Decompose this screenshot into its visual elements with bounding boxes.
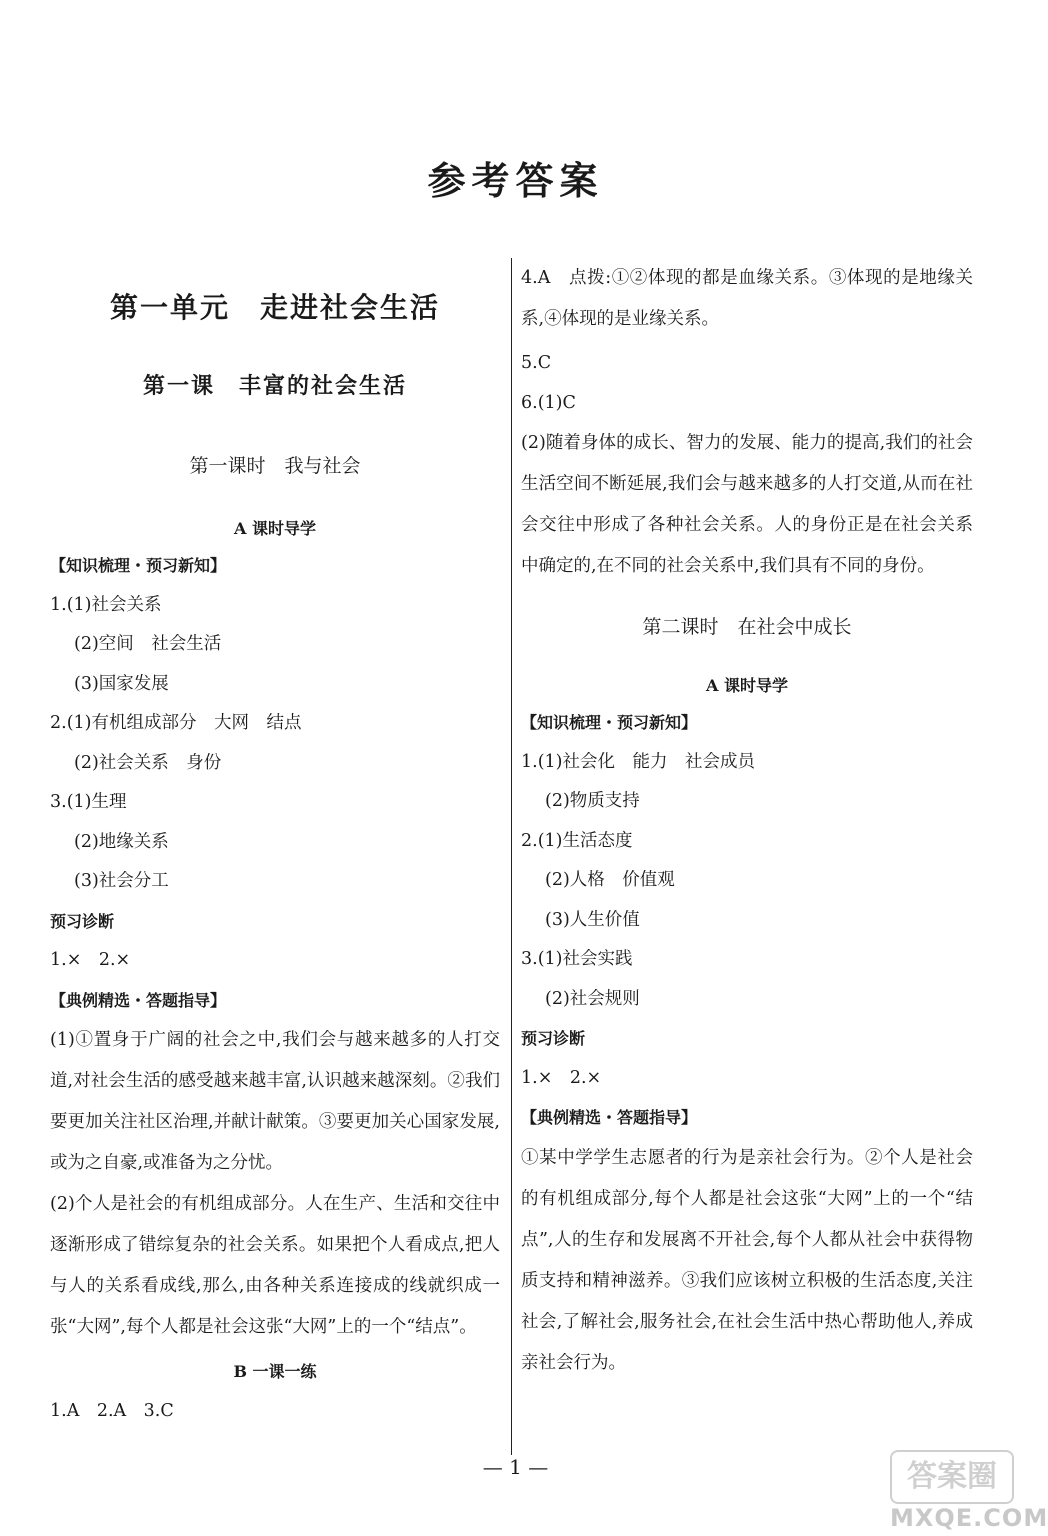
knowledge-line-item: 2.(1)有机组成部分 大网 结点 <box>50 713 302 733</box>
unit-title: 第一单元 走进社会生活 <box>109 291 440 324</box>
knowledge-heading: 【知识梳理・预习新知】 <box>50 556 227 575</box>
diagnosis-answer: 1.× 2.× <box>50 950 131 970</box>
period-title-1: 第一课时 我与社会 <box>189 455 361 477</box>
knowledge-heading-2: 【知识梳理・预习新知】 <box>521 713 698 732</box>
knowledge-line-item: (3)社会分工 <box>74 871 169 891</box>
knowledge-line-item: (2)社会规则 <box>545 988 640 1009</box>
q4-answer: 4.A 点拨:①②体现的都是血缘关系。③体现的是地缘关系,④体现的是业缘关系。 <box>521 268 973 329</box>
knowledge-list-2 <box>521 743 973 1020</box>
knowledge-line-item: (2)物质支持 <box>545 791 640 811</box>
q5-answer: 5.C <box>521 353 552 373</box>
knowledge-line-item: 3.(1)生理 <box>50 792 127 812</box>
left-column <box>50 258 500 1432</box>
section-b-title: B 一课一练 <box>233 1362 317 1381</box>
example-paragraph-1: (1)①置身于广阔的社会之中,我们会与越来越多的人打交道,对社会生活的感受越来越丰富,认识越来越深刻。②我们要更加关注社区治理,并献计献策。③要更加关心国家发展,或为之自豪,或准备为之分忧。 <box>50 1030 500 1173</box>
q6-part1: 6.(1)C <box>521 392 576 413</box>
example-heading: 【典例精选・答题指导】 <box>50 990 227 1010</box>
watermark-logo <box>890 1450 1048 1536</box>
column-divider <box>511 258 512 1455</box>
knowledge-line-item: (2)地缘关系 <box>74 831 169 852</box>
section-a-title: A 课时导学 <box>234 519 316 538</box>
diagnosis-heading: 预习诊断 <box>50 911 115 931</box>
watermark-domain: MXQE.COM <box>890 1504 1048 1532</box>
knowledge-line-item: (2)社会关系 身份 <box>74 752 222 773</box>
example-paragraph-2: (2)个人是社会的有机组成部分。人在生产、生活和交往中逐渐形成了错综复杂的社会关系。如果把个人看成点,把人与人的关系看成线,那么,由各种关系连接成的线就织成一张“大网”,每个人都是社会这张“大网”上的一个“结点”。 <box>50 1194 500 1337</box>
lesson-title: 第一课 丰富的社会生活 <box>142 373 407 399</box>
page-number: — 1 — <box>482 1455 549 1479</box>
diagnosis-heading-2: 预习诊断 <box>521 1029 586 1048</box>
watermark-badge: 答案圈 <box>890 1450 1014 1504</box>
example-heading-2: 【典例精选・答题指导】 <box>521 1108 698 1127</box>
period-title-2: 第二课时 在社会中成长 <box>642 616 852 638</box>
knowledge-line-item: (2)空间 社会生活 <box>74 634 222 654</box>
knowledge-line-item: 1.(1)社会化 能力 社会成员 <box>521 751 755 772</box>
knowledge-line-item: (2)人格 价值观 <box>545 870 675 890</box>
example-paragraph-3: ①某中学学生志愿者的行为是亲社会行为。②个人是社会的有机组成部分,每个人都是社会这张“大网”上的一个“结点”,人的生存和发展离不开社会,每个人都从社会中获得物质支持和精神滋养。③我们应该树立积极的生活态度,关注社会,了解社会,服务社会,在社会生活中热心帮助他人,养成亲社会行为。 <box>521 1147 973 1373</box>
b-answers: 1.A 2.A 3.C <box>50 1401 174 1421</box>
knowledge-line-item: 1.(1)社会关系 <box>50 594 162 615</box>
knowledge-line-item: 3.(1)社会实践 <box>521 949 633 969</box>
q6-part2: (2)随着身体的成长、智力的发展、能力的提高,我们的社会生活空间不断延展,我们会与越来越多的人打交道,从而在社会交往中形成了各种社会关系。人的身份正是在社会关系中确定的,在不同的社会关系中,我们具有不同的身份。 <box>521 433 973 576</box>
right-column <box>521 258 973 1384</box>
section-a-title-2: A 课时导学 <box>706 676 788 695</box>
knowledge-list <box>50 586 500 902</box>
knowledge-line-item: (3)人生价值 <box>545 909 640 930</box>
knowledge-line-item: (3)国家发展 <box>74 673 169 694</box>
knowledge-line-item: 2.(1)生活态度 <box>521 830 633 851</box>
diagnosis-answer-2: 1.× 2.× <box>521 1067 602 1088</box>
page-title: 参考答案 <box>427 158 604 203</box>
